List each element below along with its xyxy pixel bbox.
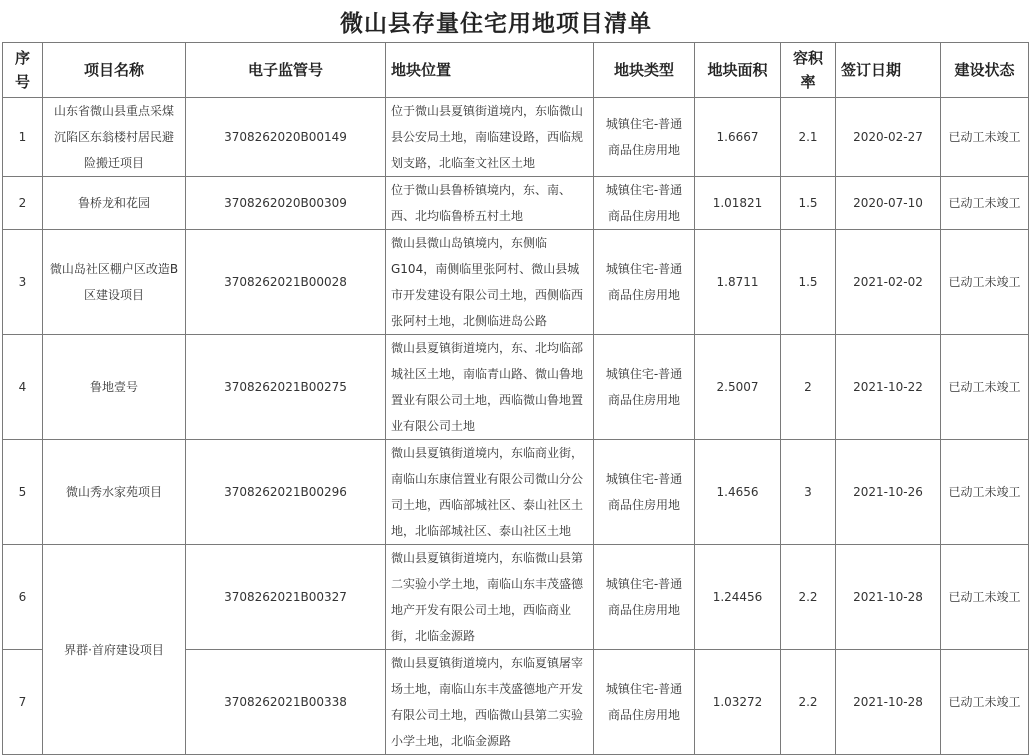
cell-status: 已动工未竣工	[941, 440, 1029, 545]
table-row	[3, 335, 1029, 440]
cell-project-name: 微山秀水家苑项目	[43, 440, 186, 545]
table-row	[3, 230, 1029, 335]
cell-area: 1.24456	[695, 545, 781, 650]
cell-supervision-code: 3708262021B00338	[186, 650, 386, 755]
cell-status: 已动工未竣工	[941, 650, 1029, 755]
cell-plot-ratio: 2	[781, 335, 836, 440]
cell-status: 已动工未竣工	[941, 230, 1029, 335]
cell-area: 1.4656	[695, 440, 781, 545]
cell-area: 2.5007	[695, 335, 781, 440]
cell-supervision-code: 3708262021B00028	[186, 230, 386, 335]
cell-area: 1.01821	[695, 177, 781, 230]
cell-location: 微山县夏镇街道境内，东临微山县第二实验小学土地，南临山东丰茂盛德地产开发有限公司土地，西临商业街，北临金源路	[386, 545, 594, 650]
header-status: 建设状态	[941, 43, 1029, 98]
table-row	[3, 98, 1029, 177]
cell-area: 1.6667	[695, 98, 781, 177]
cell-supervision-code: 3708262021B00275	[186, 335, 386, 440]
cell-land-type: 城镇住宅-普通商品住房用地	[594, 335, 695, 440]
cell-seq: 5	[3, 440, 43, 545]
cell-supervision-code: 3708262021B00327	[186, 545, 386, 650]
cell-location: 位于微山县鲁桥镇境内，东、南、西、北均临鲁桥五村土地	[386, 177, 594, 230]
cell-sign-date: 2021-10-28	[836, 545, 941, 650]
cell-area: 1.8711	[695, 230, 781, 335]
table-row	[3, 177, 1029, 230]
cell-plot-ratio: 2.2	[781, 650, 836, 755]
cell-plot-ratio: 2.1	[781, 98, 836, 177]
cell-land-type: 城镇住宅-普通商品住房用地	[594, 98, 695, 177]
cell-status: 已动工未竣工	[941, 335, 1029, 440]
header-project-name: 项目名称	[43, 43, 186, 98]
header-land-type: 地块类型	[594, 43, 695, 98]
cell-seq: 1	[3, 98, 43, 177]
cell-land-type: 城镇住宅-普通商品住房用地	[594, 440, 695, 545]
cell-land-type: 城镇住宅-普通商品住房用地	[594, 177, 695, 230]
cell-project-name: 山东省微山县重点采煤沉陷区东翁楼村居民避险搬迁项目	[43, 98, 186, 177]
cell-supervision-code: 3708262021B00296	[186, 440, 386, 545]
header-location: 地块位置	[386, 43, 594, 98]
header-area: 地块面积	[695, 43, 781, 98]
land-project-table	[2, 42, 1029, 755]
table-row	[3, 440, 1029, 545]
cell-seq: 3	[3, 230, 43, 335]
cell-seq: 2	[3, 177, 43, 230]
cell-sign-date: 2020-02-27	[836, 98, 941, 177]
cell-location: 位于微山县夏镇街道境内，东临微山县公安局土地，南临建设路，西临规划支路，北临奎文社区土地	[386, 98, 594, 177]
cell-plot-ratio: 1.5	[781, 230, 836, 335]
cell-land-type: 城镇住宅-普通商品住房用地	[594, 545, 695, 650]
cell-land-type: 城镇住宅-普通商品住房用地	[594, 230, 695, 335]
cell-sign-date: 2021-02-02	[836, 230, 941, 335]
cell-sign-date: 2021-10-28	[836, 650, 941, 755]
cell-supervision-code: 3708262020B00309	[186, 177, 386, 230]
cell-project-name: 鲁桥龙和花园	[43, 177, 186, 230]
header-sign-date: 签订日期	[836, 43, 941, 98]
cell-status: 已动工未竣工	[941, 177, 1029, 230]
cell-sign-date: 2020-07-10	[836, 177, 941, 230]
cell-project-name-merged: 界群·首府建设项目	[43, 545, 186, 755]
cell-supervision-code: 3708262020B00149	[186, 98, 386, 177]
cell-status: 已动工未竣工	[941, 98, 1029, 177]
header-seq: 序号	[3, 43, 43, 98]
cell-sign-date: 2021-10-22	[836, 335, 941, 440]
cell-area: 1.03272	[695, 650, 781, 755]
cell-project-name: 微山岛社区棚户区改造B区建设项目	[43, 230, 186, 335]
cell-location: 微山县夏镇街道境内，东、北均临部城社区土地，南临青山路、微山鲁地置业有限公司土地，西临微山鲁地置业有限公司土地	[386, 335, 594, 440]
cell-plot-ratio: 2.2	[781, 545, 836, 650]
cell-location: 微山县夏镇街道境内，东临商业街，南临山东康信置业有限公司微山分公司土地，西临部城社区、泰山社区土地，北临部城社区、泰山社区土地	[386, 440, 594, 545]
cell-status: 已动工未竣工	[941, 545, 1029, 650]
cell-land-type: 城镇住宅-普通商品住房用地	[594, 650, 695, 755]
document-title: 微山县存量住宅用地项目清单	[340, 10, 652, 37]
cell-seq: 7	[3, 650, 43, 755]
cell-seq: 6	[3, 545, 43, 650]
cell-location: 微山县夏镇街道境内，东临夏镇屠宰场土地，南临山东丰茂盛德地产开发有限公司土地，西临微山县第二实验小学土地，北临金源路	[386, 650, 594, 755]
header-plot-ratio: 容积率	[781, 43, 836, 98]
cell-location: 微山县微山岛镇境内，东侧临G104，南侧临里张阿村、微山县城市开发建设有限公司土地，西侧临西张阿村土地，北侧临进岛公路	[386, 230, 594, 335]
cell-project-name: 鲁地壹号	[43, 335, 186, 440]
cell-sign-date: 2021-10-26	[836, 440, 941, 545]
cell-plot-ratio: 3	[781, 440, 836, 545]
header-supervision-code: 电子监管号	[186, 43, 386, 98]
cell-seq: 4	[3, 335, 43, 440]
table-row	[3, 545, 1029, 650]
cell-plot-ratio: 1.5	[781, 177, 836, 230]
table-header-row	[3, 43, 1029, 98]
